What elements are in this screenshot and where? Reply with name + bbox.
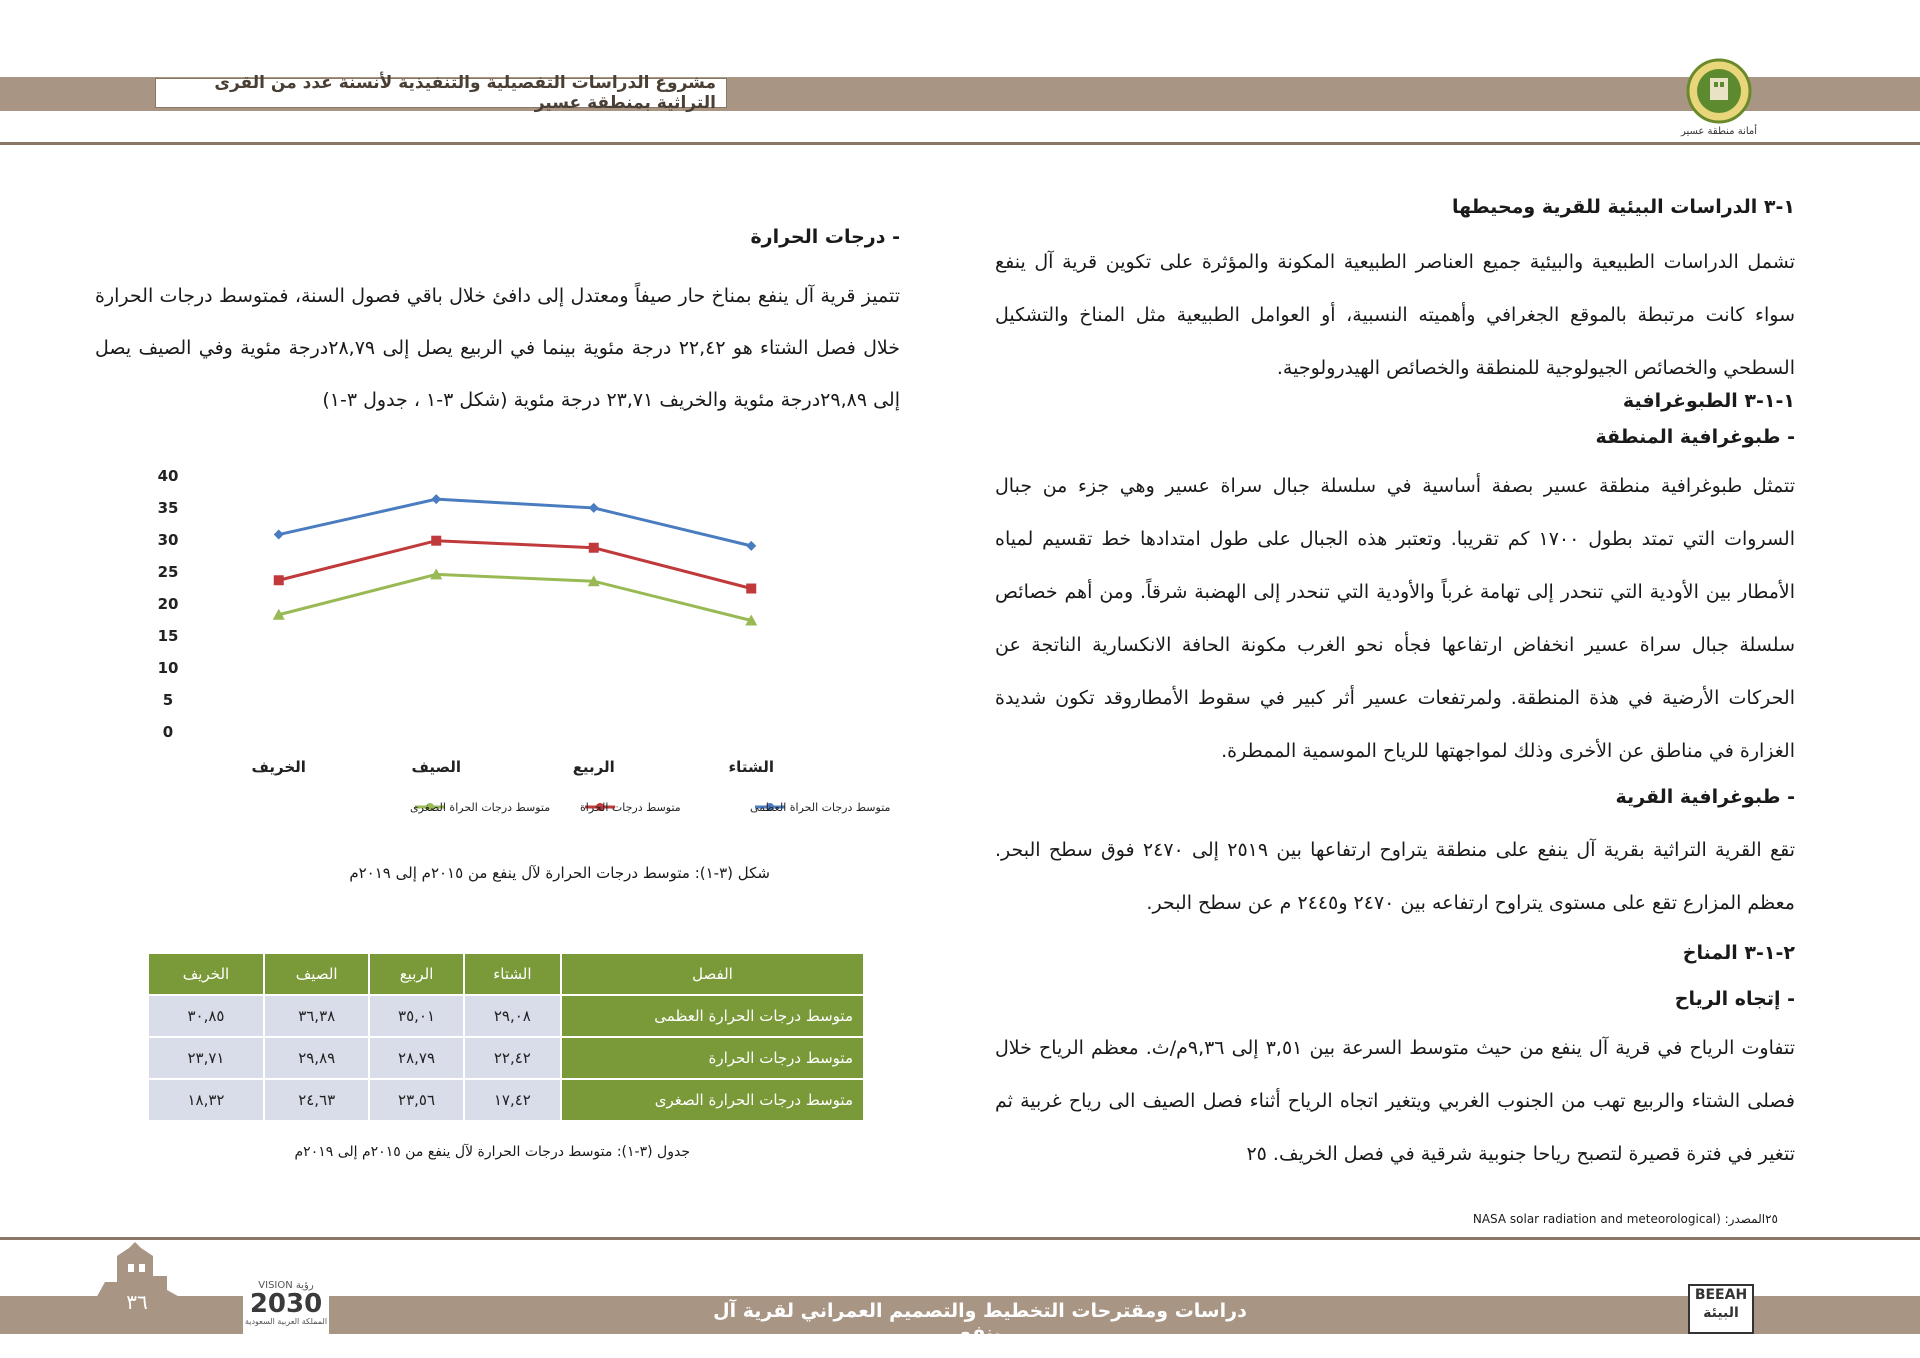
series-lines [273, 494, 758, 625]
x-tick-label: الخريف [251, 758, 306, 776]
y-tick-label: 25 [157, 563, 179, 581]
table-caption: جدول (٣-١): متوسط درجات الحرارة لآل ينفع من ٢٠١٥م إلى ٢٠١٩م [294, 1144, 690, 1160]
y-tick-label: 5 [162, 691, 174, 709]
table-header-spring: الربيع [369, 953, 463, 995]
footer-divider [0, 1237, 1920, 1240]
series-line [279, 541, 752, 589]
table-cell: ١٨,٣٢ [148, 1079, 264, 1121]
table-header-row [148, 953, 864, 995]
vision-year: 2030 [249, 1289, 323, 1319]
table-header-winter: الشتاء [464, 953, 561, 995]
beeah-latin: BEEAH [1694, 1287, 1748, 1303]
row-label: متوسط درجات الحرارة [561, 1037, 864, 1079]
topography-heading: ١-١-٣ الطبوغرافية [1622, 390, 1795, 412]
y-tick-label: 10 [157, 659, 179, 677]
table-cell: ٢٢,٤٢ [464, 1037, 561, 1079]
village-topography-text: تقع القرية التراثية بقرية آل ينفع على منطقة يتراوح ارتفاعها بين ٢٥١٩ إلى ٢٤٧٠ فوق سطح البحر. معظم المزارع تقع على مستوى يتراوح ارتفاعه بين ٢٤٧٠ و٢٤٤٥ م عن سطح البحر. [995, 839, 1795, 914]
data-point [589, 543, 599, 553]
logo-caption: أمانة منطقة عسير [1680, 126, 1758, 137]
y-tick-label: 15 [157, 627, 179, 645]
temperature-table [147, 952, 865, 1122]
section-heading: ١-٣ الدراسات البيئية للقرية ومحيطها [1452, 196, 1795, 218]
data-point [589, 503, 599, 513]
data-point [274, 530, 284, 540]
table-cell: ٣٥,٠١ [369, 995, 463, 1037]
legend-label: متوسط درجات الحراة الصغرى [410, 801, 551, 814]
y-axis-labels [158, 467, 179, 741]
region-topography-heading: - طبوغرافية المنطقة [1595, 426, 1795, 448]
temperature-heading: - درجات الحرارة [750, 226, 900, 248]
project-title: مشروع الدراسات التفصيلية والتنفيذية لأنسنة عدد من القرى التراثية بمنطقة عسير [155, 78, 727, 108]
table-cell: ٢٣,٥٦ [369, 1079, 463, 1121]
series-line [279, 574, 752, 620]
data-point [746, 541, 756, 551]
table-header-autumn: الخريف [148, 953, 264, 995]
data-point [746, 584, 756, 594]
wind-text: تتفاوت الرياح في قرية آل ينفع من حيث متوسط السرعة بين ٣,٥١ إلى ٩,٣٦م/ث. معظم الرياح خلال فصلى الشتاء والربيع تهب من الجنوب الغربي ويتغير اتجاه الرياح أثناء فصل الصيف الى رياح غربية ثم تتغير في فترة قصيرة لتصبح رياحا جنوبية شرقية في فصل الخريف. ٢٥ [995, 1037, 1795, 1165]
y-tick-label: 35 [157, 499, 179, 517]
x-tick-label: الشتاء [728, 758, 774, 776]
figure-caption: شكل (٣-١): متوسط درجات الحرارة لآل ينفع من ٢٠١٥م إلى ٢٠١٩م [349, 864, 770, 882]
table-cell: ٣٦,٣٨ [264, 995, 369, 1037]
y-tick-label: 40 [157, 467, 179, 485]
wind-heading: - إتجاه الرياح [1674, 988, 1795, 1010]
y-tick-label: 20 [157, 595, 179, 613]
vision-country: المملكة العربية السعودية [244, 1317, 328, 1326]
legend-label: متوسط درجات الحراة [580, 801, 681, 814]
table-header-summer: الصيف [264, 953, 369, 995]
temperature-text: تتميز قرية آل ينفع بمناخ حار صيفاً ومعتدل إلى دافئ خلال باقي فصول السنة، فمتوسط درجات الحرارة خلال فصل الشتاء هو ٢٢,٤٢ درجة مئوية بينما في الربيع يصل إلى ٢٨,٧٩درجة مئوية وفي الصيف يصل إلى ٢٩,٨٩درجة مئوية والخريف ٢٣,٧١ درجة مئوية (شكل ٣-١ ، جدول ٣-١) [95, 285, 900, 411]
page-number: ٣٦ [126, 1290, 148, 1314]
row-label: متوسط درجات الحرارة العظمى [561, 995, 864, 1037]
table-cell: ٣٠,٨٥ [148, 995, 264, 1037]
table-cell: ١٧,٤٢ [464, 1079, 561, 1121]
chart-legend [410, 801, 891, 814]
data-point [274, 575, 284, 585]
beeah-arabic: البيئة [1703, 1305, 1739, 1321]
header-divider [0, 142, 1920, 145]
region-topography-text: تتمثل طبوغرافية منطقة عسير بصفة أساسية في سلسلة جبال سراة عسير وهي جزء من جبال السروات التي تمتد بطول ١٧٠٠ كم تقريبا. وتعتبر هذه الجبال على طول امتدادها خط تقسيم لمياه الأمطار بين الأودية التي تنحدر إلى تهامة غرباً والأودية التي تنحدر إلى الهضبة شرقاً. ومن أهم خصائص سلسلة جبال سراة عسير انخفاض ارتفاعها فجأه نحو الغرب مكونة الحافة الانكسارية الناتجة عن الحركات الأرضية في هذة المنطقة. ولمرتفعات عسير أثر كبير في سقوط الأمطاروقد تكون شديدة الغزارة في مناطق عن الأخرى وذلك لمواجهتها للرياح الموسمية الممطرة. [995, 475, 1795, 762]
x-tick-label: الصيف [411, 758, 462, 776]
footer-title: دراسات ومقترحات التخطيط والتصميم العمراني لقرية آل ينفع [713, 1300, 1247, 1344]
data-point [431, 536, 441, 546]
aseer-emblem-icon [1686, 58, 1752, 124]
table-header-season: الفصل [561, 953, 864, 995]
table-row [148, 995, 864, 1037]
series-line [279, 499, 752, 546]
climate-heading: ٢-١-٣ المناخ [1682, 942, 1795, 964]
table-row [148, 1037, 864, 1079]
vision-2030-logo [243, 1280, 329, 1336]
table-cell: ٢٩,٨٩ [264, 1037, 369, 1079]
table-cell: ٢٣,٧١ [148, 1037, 264, 1079]
vision-label: VISION رؤية [258, 1280, 314, 1291]
village-topography-heading: - طبوغرافية القرية [1615, 786, 1795, 808]
y-tick-label: 0 [162, 723, 174, 741]
table-cell: ٢٩,٠٨ [464, 995, 561, 1037]
footnote: ٢٥المصدر: (NASA solar radiation and meteorological [1472, 1212, 1778, 1226]
temperature-line-chart [140, 460, 891, 830]
table-row [148, 1079, 864, 1121]
intro-paragraph: تشمل الدراسات الطبيعية والبيئية جميع العناصر الطبيعية المكونة والمؤثرة على تكوين قرية آل ينفع سواء كانت مرتبطة بالموقع الجغرافي وأهميته النسبية، أو العوامل الطبيعية مثل المناخ والتشكيل السطحي والخصائص الجيولوجية للمنطقة والخصائص الهيدرولوجية. [995, 251, 1795, 379]
x-tick-label: الربيع [572, 758, 615, 776]
row-label: متوسط درجات الحرارة الصغرى [561, 1079, 864, 1121]
beeah-logo [1688, 1284, 1754, 1334]
x-axis-labels [252, 758, 774, 776]
data-point [431, 494, 441, 504]
legend-label: متوسط درجات الحراة العظمى [750, 801, 891, 814]
y-tick-label: 30 [157, 531, 179, 549]
table-cell: ٢٨,٧٩ [369, 1037, 463, 1079]
table-cell: ٢٤,٦٣ [264, 1079, 369, 1121]
